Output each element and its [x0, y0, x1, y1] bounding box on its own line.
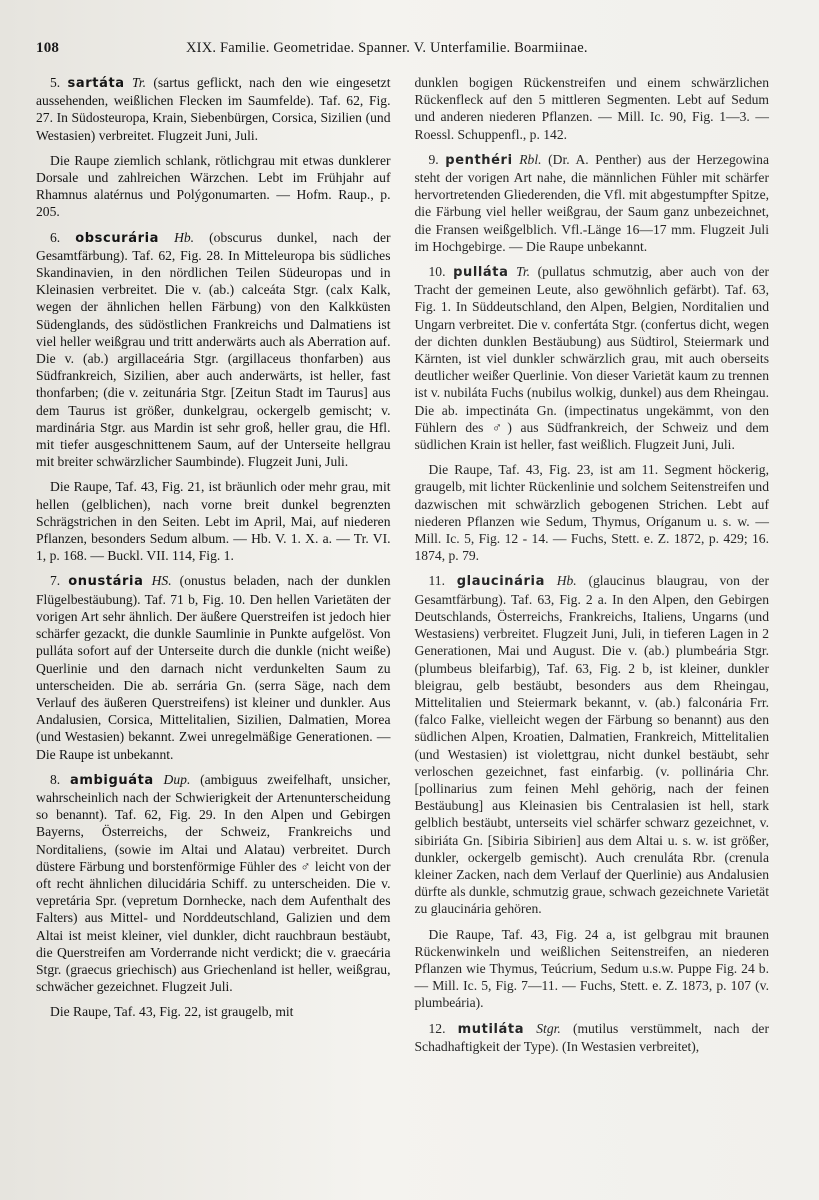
- paragraph: [36, 1003, 391, 1020]
- species-entry: [415, 151, 770, 255]
- header-title: XIX. Familie. Geometridae. Spanner. V. Unterfamilie. Boarmiinae.: [186, 40, 588, 56]
- species-author: Hb.: [174, 229, 195, 245]
- species-entry: [36, 771, 391, 996]
- paragraph-text: (glaucinus blaugrau, von der Gesamtfärbung). Taf. 63, Fig. 2 a. In den Alpen, den Gebirgen Deutschlands, Österreichs, Frankreichs, Italiens, Ungarns (und Westasiens) verbreitet. Flugzeit Juni, Juli, in tieferen Lagen in 2 Generationen, Mai und August. Die v. (ab.) plumbeária Stgr. (plumbeus bleifarbig), Taf. 63, Fig. 2 b, ist kleiner, dunkler bleigrau, gelb bestäubt, besonders aus dem Rheingau, Mittelitalien und Steiermark bekannt, v. (ab.) falconária Frr. (falco Falke, vielleicht wegen der Färbung so benannt) aus den südlichen Alpen, Kroatien, Dalmatien, Frankreich, Mittelitalien (und Westasien) ist violettgrau, nicht dunkel bestäubt, sehr verloschen gezeichnet, fast einfarbig. (v. pollinária Chr. [pollinarius zum feinen Mehl gehörig, nach der feinen Bestäubung] aus Kleinasien bis Centralasien ist hell, stark gelblich bestäubt, unterseits viel schärfer schwarz gezeichnet, v. sibiriáta Gn. [Sibiria Sibirien] aus dem Altai u. s. w. ist größer, dunkler, ockergelb gemischt). Auch crenuláta Rbr. (crenula kleiner Zacken, nach dem Verlauf der Querlinie) aus Andalusien dürfte als dunkle, schmutzig graue, schwach gezeichnete Varietät zu glaucinária gehören.: [414, 573, 769, 917]
- entry-number: 8.: [50, 771, 61, 787]
- entry-number: 9.: [428, 151, 439, 167]
- entry-number: 7.: [50, 573, 61, 589]
- entry-number: 5.: [50, 75, 61, 90]
- paragraph-text: (mutilus verstümmelt, nach der Schadhaftigkeit der Type). (In Westasien verbreitet),: [414, 1020, 769, 1054]
- paragraph-text: Die Raupe, Taf. 43, Fig. 24 a, ist gelbgrau mit braunen Rückenwinkeln und weißlichen Seitenstreifen, an niederen Pflanzen wie Thymus, Teúcrium, Sedum u.s.w. Puppe Fig. 24 b. — Mill. Ic. 5, Fig. 7—11. — Fuchs, Stett. e. Z. 1873, p. 107 (v. plumbeária).: [414, 926, 769, 1011]
- paragraph-text: dunklen bogigen Rückenstreifen und einem schwärzlichen Rückenfleck auf den 5 mittleren Segmenten. Lebt auf Sedum und anderen niederen Pflanzen. — Mill. Ic. 90, Fig. 1—3. — Roessl. Schuppenfl., p. 142.: [414, 75, 769, 142]
- species-author: HS.: [151, 573, 172, 589]
- species-author: Tr.: [132, 75, 146, 90]
- species-author: Rbl.: [519, 151, 542, 167]
- page-number: 108: [36, 40, 60, 56]
- species-entry: [36, 572, 391, 762]
- species-name: sartáta: [67, 76, 125, 91]
- paragraph: [36, 478, 391, 564]
- species-name: penthéri: [445, 152, 513, 168]
- species-author: Hb.: [556, 573, 577, 589]
- species-author: Dup.: [163, 771, 191, 787]
- text-columns: [36, 74, 769, 1063]
- running-header: [36, 40, 769, 66]
- species-author: Stgr.: [536, 1020, 561, 1036]
- left-column: [36, 74, 391, 1063]
- entry-number: 10.: [428, 264, 446, 280]
- paragraph-text: Die Raupe, Taf. 43, Fig. 23, ist am 11. Segment höckerig, graugelb, mit lichter Rückenlinie und solchem Seitenstreifen und dazwischen mit schwärzlich gebogenen Strichen. Lebt auf niederen Pflanzen wie Sedum, Thymus, Oríganum u. s. w. — Mill. Ic. 5, Fig. 12 - 14. — Fuchs, Stett. e. Z. 1872, p. 429; 16. 1874, p. 79.: [414, 462, 769, 564]
- entry-number: 6.: [50, 229, 61, 245]
- paragraph-text: (pullatus schmutzig, aber auch von der Tracht der gemeinen Leute, also gewöhnlich gefärbt). Taf. 63, Fig. 1. In Süddeutschland, den Alpen, Belgien, Norditalien und Ungarn verbreitet. Die v. confertáta Stgr. (confertus dicht, wegen der dichten dunklen Bestäubung) aus Südtirol, Steiermark und Kärnten, ist viel dunkler schwärzlich grau, mit auch oberseits deutlicher weißer Querlinie. Von dieser Varietät kaum zu trennen ist v. nubiláta Fuchs (nubilus wolkig, dunkel) aus dem Rheingau. Die ab. impectináta Gn. (impectinatus ungekämmt, von den Fühlern des ♂) aus Südfrankreich, der Schweiz und dem südlichen Krain ist heller, fast weißlich. Flugzeit Juni, Juli.: [414, 264, 770, 453]
- paragraph-text: (Dr. A. Penther) aus der Herzegowina steht der vorigen Art nahe, die männlichen Fühler mit schärfer hervortretenden Gliederenden, die Vfl. mit abgestumpfter Spitze, die Färbung viel heller weißgrau, der Saum ganz unbezeichnet, die Fransen weißgelblich. Vfl.-Länge 16—17 mm. Flugzeit Juli im Hochgebirge. — Die Raupe unbekannt.: [414, 151, 770, 254]
- species-name: onustária: [68, 574, 144, 590]
- paragraph: [415, 926, 770, 1012]
- right-column: [415, 74, 770, 1063]
- species-name: obscurária: [75, 230, 160, 246]
- paragraph-text: (ambiguus zweifelhaft, unsicher, wahrscheinlich nach der Schwierigkeit der Artenunterscheidung so benannt). Taf. 62, Fig. 29. In den Alpen und Gebirgen Bayerns, Österreichs, der Schweiz, Frankreichs und Norditaliens, (sowie im Altai und Alatau) verbreitet. Durch düstere Färbung und borstenförmige Fühler des ♂ leicht von der oft recht ähnlichen dilucidária Schiff. zu unterscheiden. Die v. vepretária Spr. (vepretum Dornhecke, nach dem Aufenthalt des Falters) aus Mittel- und Norddeutschland, Galizien und dem Altai ist meist kleiner, viel dunkler, dicht rauchbraun bestäubt, die Querstreifen am Vorderrande nicht verdickt; die v. graecária Stgr. (graecus griechisch) aus Griechenland ist heller, weißgrau, schwächer gezeichnet. Flugzeit Juli.: [36, 771, 391, 995]
- paragraph-text: (sartus geflickt, nach den wie eingesetzt aussehenden, weißlichen Flecken im Saumfelde). Taf. 62, Fig. 27. In Südosteuropa, Krain, Siebenbürgen, Corsica, Sizilien (und Westasien) verbreitet. Flugzeit Juni, Juli.: [36, 75, 391, 143]
- paragraph: [415, 461, 770, 564]
- species-entry: [415, 572, 770, 917]
- paragraph-text: Die Raupe, Taf. 43, Fig. 21, ist bräunlich oder mehr grau, mit hellen (gelblichen), nach vorne breit dunkel begrenzten Schrägstrichen in den Seiten. Lebt im April, Mai, auf niederen Pflanzen, besonders Sedum album. — Hb. V. 1. X. a. — Tr. VI. 1, p. 168. — Buckl. VII. 114, Fig. 1.: [36, 479, 391, 564]
- paragraph-text: Die Raupe, Taf. 43, Fig. 22, ist graugelb, mit: [50, 1004, 294, 1020]
- paragraph-text: Die Raupe ziemlich schlank, rötlichgrau mit etwas dunklerer Dorsale und zahlreichen Wärzchen. Lebt im Frühjahr auf Rhamnus alatérnus und Polýgonumarten. — Hofm. Raup., p. 205.: [36, 152, 391, 220]
- species-entry: [36, 74, 391, 144]
- paragraph: [36, 152, 391, 221]
- entry-number: 11.: [428, 573, 445, 589]
- entry-number: 12.: [428, 1020, 446, 1036]
- species-author: Tr.: [516, 264, 531, 280]
- species-name: glaucinária: [456, 574, 545, 590]
- paragraph-text: (onustus beladen, nach der dunklen Flügelbestäubung). Taf. 71 b, Fig. 10. Den hellen Varietäten der vorigen Art sehr ähnlich. Der äußere Querstreifen ist jedoch hier schärfer gezackt, die dunkle Saumlinie in Punkte aufgelöst. Von pulláta sofort auf der Unterseite durch die dunkle (nicht weiße) Querlinie und den darnach nicht verdunkelten Saum zu unterscheiden. Die ab. serrária Gn. (serra Säge, nach dem Verlauf des äußeren Querstreifens) ist kleiner und dunkler. Aus Andalusien, Corsica, Mittelitalien, Sizilien, Dalmatien, Morea (und Westasien) bekannt. Zwei unregelmäßige Generationen. — Die Raupe ist unbekannt.: [36, 573, 391, 762]
- species-entry: [415, 263, 770, 453]
- species-entry: [415, 1020, 770, 1055]
- paragraph-text: (obscurus dunkel, nach der Gesamtfärbung). Taf. 62, Fig. 28. In Mitteleuropa bis südliches Skandinavien, in den nördlichen Teilen Südeuropas und in Kleinasien verbreitet. Die v. (ab.) calceáta Stgr. (calx Kalk, wegen der ähnlichen hellen Färbung) von den Kalkküsten Südenglands, des südöstlichen Frankreichs und Dalmatiens ist viel heller weißgrau und tritt anderwärts auch als Aberration auf. Die v. (ab.) argillaceária Stgr. (argillaceus thonfarben) aus Südfrankreich, Sizilien, aber auch anderwärts, ist heller, fast thonfarben; (die v. zeitunária Stgr. [Zeitun Stadt im Taurus] aus dem Taurus ist größer, dunkelgrau, ockergelb gemischt; v. mardinária Stgr. aus Mardin ist sehr groß, heller grau, die Hfl. mit tiefer ausgeschnittenem Saum, auf der Unterseite hellgrau mit breiter schwärzlicher Saumbinde). Flugzeit Juni, Juli.: [36, 229, 391, 470]
- species-name: mutiláta: [457, 1021, 525, 1037]
- species-name: ambiguáta: [69, 772, 154, 788]
- species-entry: [36, 229, 391, 471]
- species-name: pulláta: [453, 265, 509, 281]
- paragraph: [415, 74, 770, 143]
